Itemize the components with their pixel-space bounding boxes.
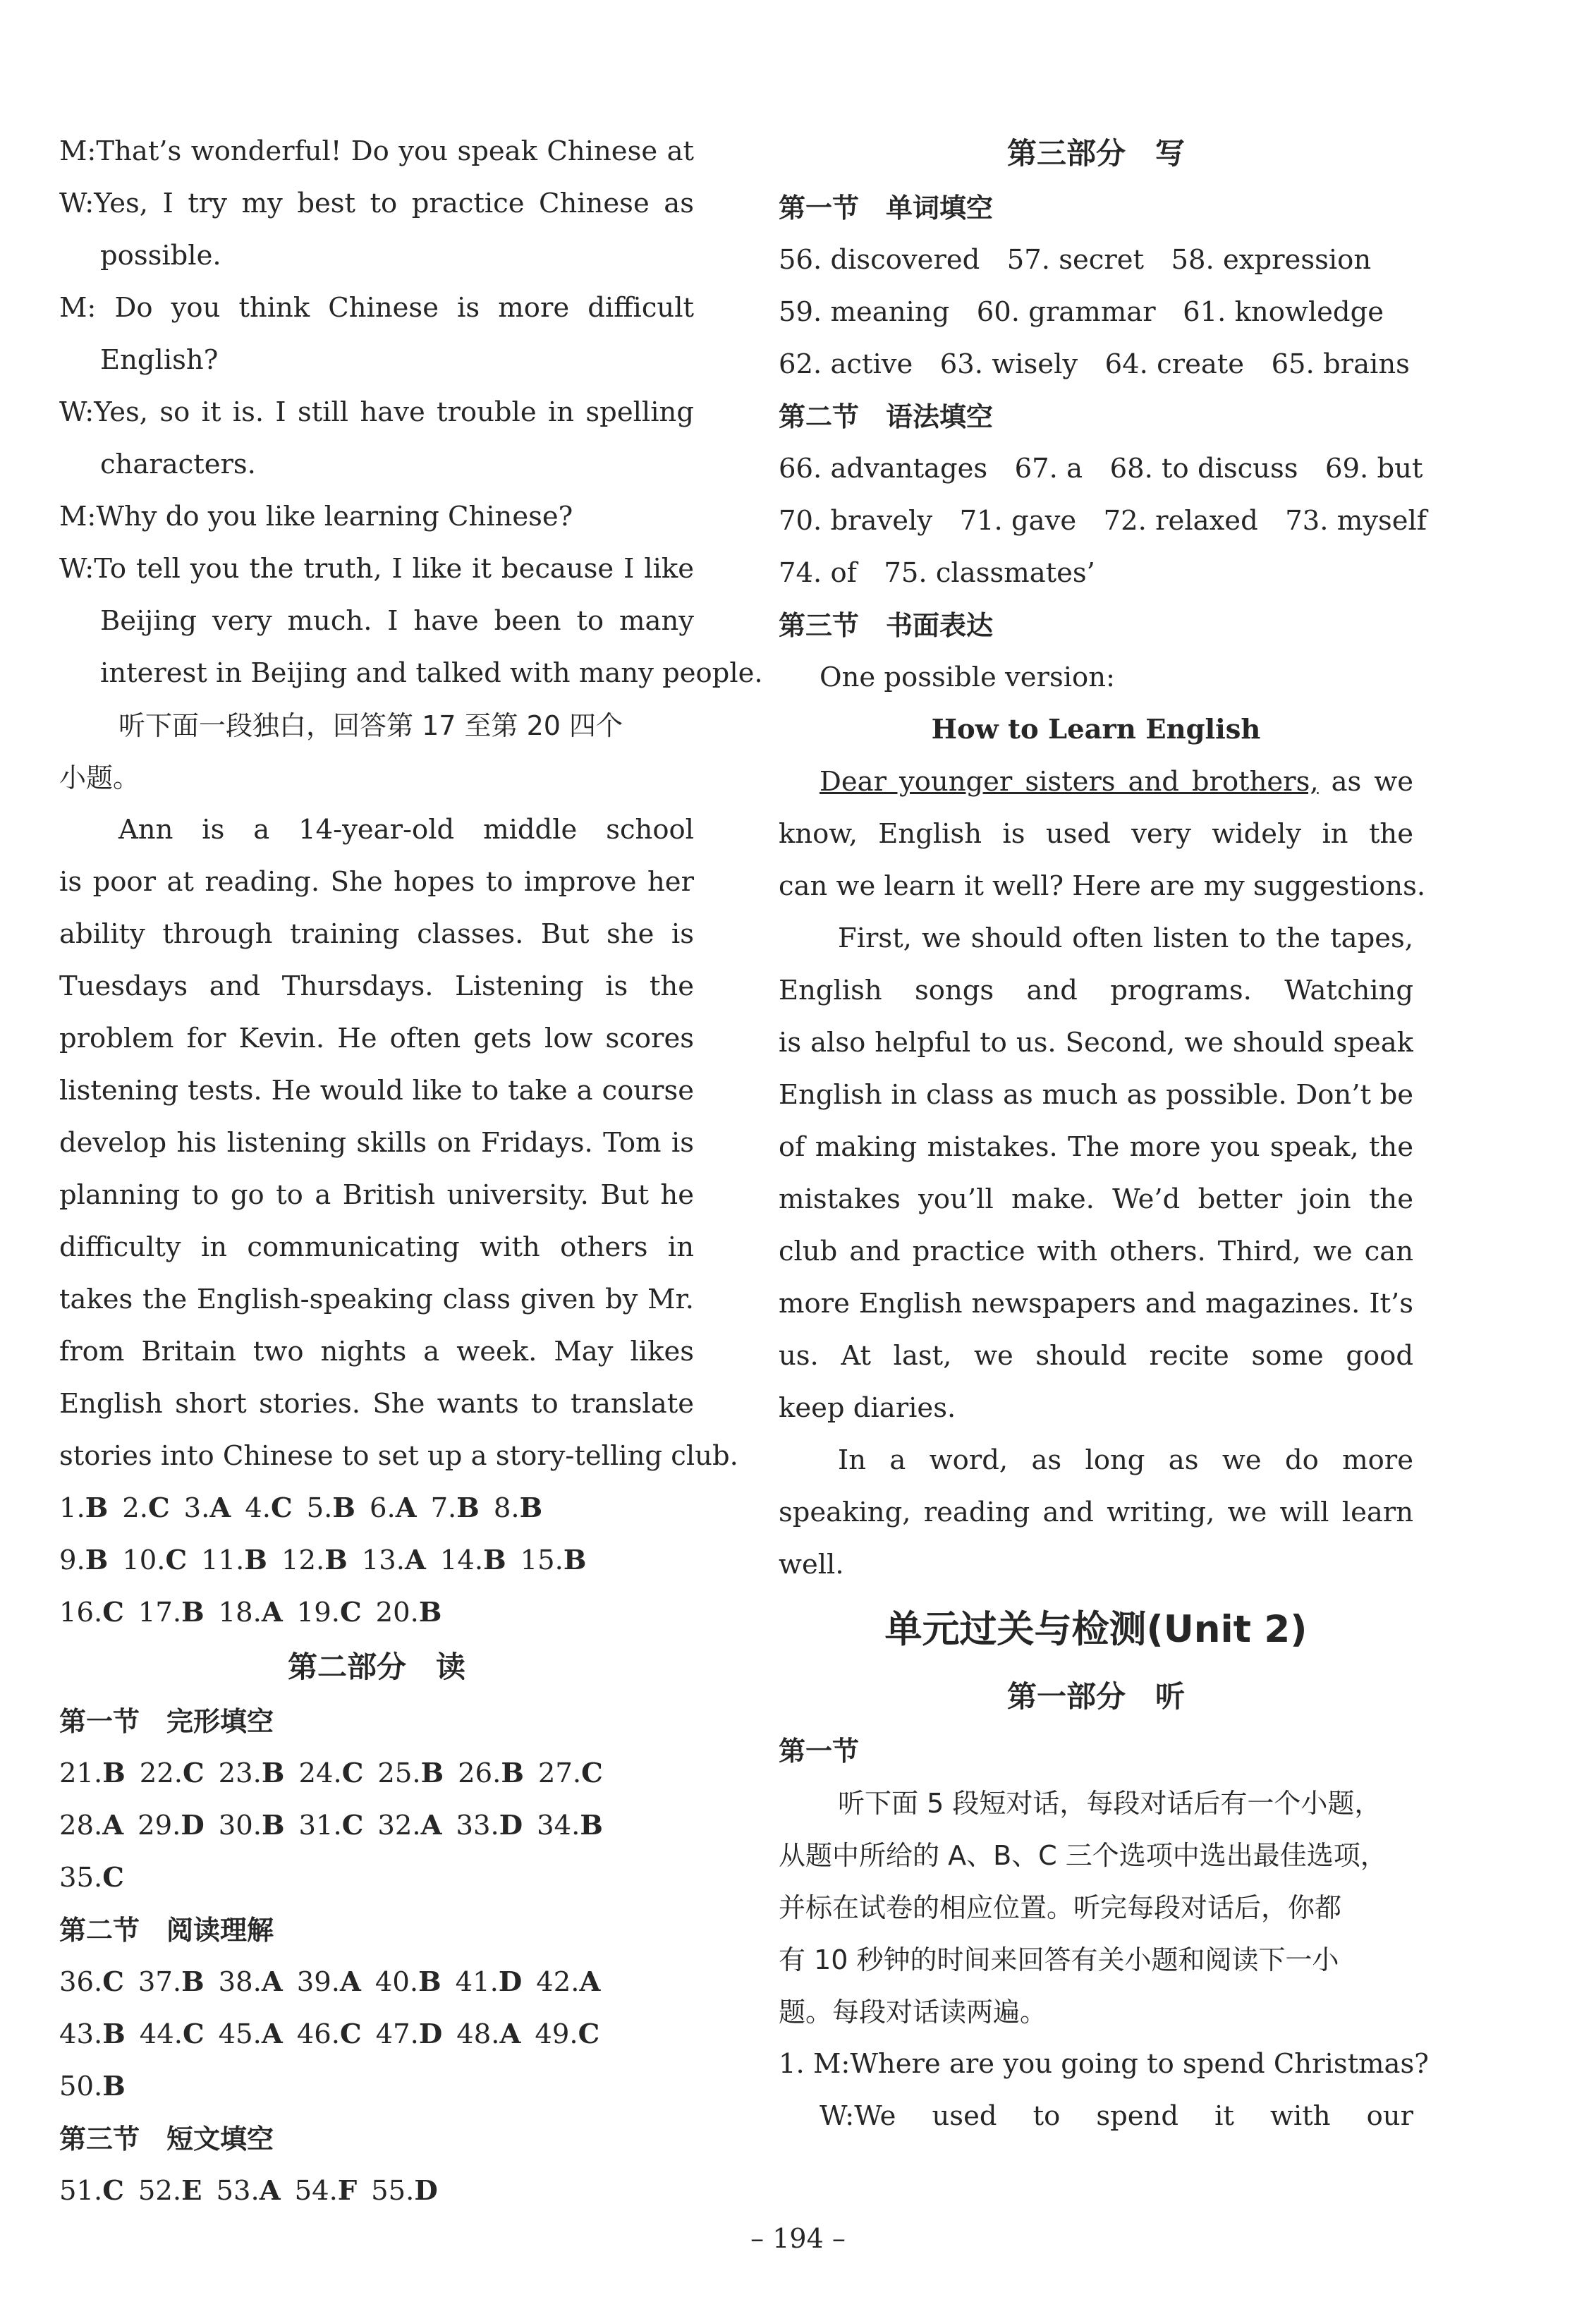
answer-letter: C: [102, 1597, 124, 1628]
answer-item: [298, 1748, 363, 1800]
answer-number: 5.: [306, 1492, 333, 1524]
answer-item: [59, 1482, 108, 1535]
answer-number: 16.: [59, 1597, 103, 1628]
answer-number: 47.: [375, 2018, 419, 2050]
essay-line: know, English is used very widely in the: [779, 818, 1413, 850]
answer-number: 20.: [375, 1597, 419, 1628]
answer-item: [535, 2009, 599, 2061]
answer-item: [440, 1535, 506, 1587]
answer-item: [138, 2165, 202, 2217]
answer-item: [281, 1535, 348, 1587]
answer-letter: B: [519, 1492, 543, 1524]
essay-line: First, we should often listen to the tapes,: [838, 922, 1413, 954]
answer-item: [297, 1587, 362, 1639]
answer-letter: B: [181, 1966, 205, 1998]
answer-letter: B: [181, 1597, 205, 1628]
instruction-line: 题。每段对话读两遍。: [779, 1997, 1047, 2028]
answer-letter: B: [456, 1492, 480, 1524]
answer-item: [184, 1482, 231, 1535]
answer-number: 26.: [458, 1757, 501, 1789]
answer-item: [122, 1482, 169, 1535]
question-1: [779, 2038, 1429, 2143]
answer-item: [138, 1800, 205, 1852]
section-one-title: 第一节: [779, 1736, 860, 1767]
instruction-line: 并标在试卷的相应位置。听完每段对话后，你都: [779, 1892, 1342, 1923]
answer-item: [140, 1748, 205, 1800]
part-two-title: 第二部分 读: [287, 1650, 465, 1684]
answer-number: 11.: [201, 1544, 245, 1576]
answer-number: 1.: [59, 1492, 85, 1524]
answer-line: 56. discovered 57. secret 58. expression: [779, 244, 1372, 276]
essay-salutation: Dear younger sisters and brothers,: [820, 766, 1319, 798]
essay: [779, 756, 1426, 1591]
answer-number: 24.: [298, 1757, 342, 1789]
answer-row: [59, 1852, 694, 1904]
answer-row: [59, 2061, 694, 2113]
answer-number: 52.: [138, 2175, 182, 2207]
answer-line: 62. active 63. wisely 64. create 65. brains: [779, 348, 1410, 380]
answer-letter: C: [578, 2018, 600, 2050]
answer-letter: C: [341, 1810, 364, 1841]
essay-line: English songs and programs. Watching: [779, 975, 1413, 1006]
essay-title: How to Learn English: [931, 714, 1261, 745]
answer-row: [59, 1748, 694, 1800]
answer-letter: B: [85, 1492, 109, 1524]
answer-item: [307, 1482, 355, 1535]
answer-letter: C: [581, 1757, 603, 1789]
answer-row: [59, 1587, 694, 1639]
answer-number: 15.: [520, 1544, 564, 1576]
monologue-line: listening tests. He would like to take a course: [59, 1075, 694, 1107]
answer-item: [59, 2165, 124, 2217]
answer-letter: C: [183, 1757, 205, 1789]
answer-number: 19.: [296, 1597, 341, 1628]
monologue-line: from Britain two nights a week. May likes: [59, 1336, 694, 1367]
answer-letter: C: [102, 2175, 124, 2207]
monologue-text: [59, 804, 738, 1482]
dialog-line: M: Do you think Chinese is more difficult: [59, 292, 694, 324]
answer-item: [297, 1956, 361, 2009]
answer-letter: B: [102, 2071, 126, 2102]
answer-row: [59, 1800, 694, 1852]
answer-letter: C: [165, 1544, 188, 1576]
cloze-answers: [59, 1748, 694, 1904]
answer-number: 23.: [218, 1757, 262, 1789]
answer-letter: A: [395, 1492, 417, 1524]
answer-letter: B: [261, 1757, 285, 1789]
answer-letter: B: [563, 1544, 587, 1576]
essay-line: English in class as much as possible. Don’t be: [779, 1079, 1413, 1111]
answer-letter: A: [420, 1810, 442, 1841]
instruction-line: 听下面 5 段短对话，每段对话后有一个小题，: [838, 1788, 1382, 1819]
dialog-line: characters.: [100, 449, 256, 480]
answer-item: [140, 2009, 205, 2061]
answer-item: [59, 1956, 124, 2009]
answer-number: 18.: [218, 1597, 262, 1628]
answer-number: 30.: [218, 1810, 262, 1841]
word-fill-answers: [779, 234, 1413, 391]
answer-item: [538, 1748, 603, 1800]
instruction-line: 从题中所给的 A、B、C 三个选项中选出最佳选项，: [779, 1840, 1387, 1871]
right-column: [779, 126, 1429, 2143]
listening-answers: [59, 1482, 694, 1639]
answer-number: 28.: [59, 1810, 103, 1841]
answer-number: 12.: [281, 1544, 325, 1576]
answer-line: 66. advantages 67. a 68. to discuss 69. but: [779, 453, 1423, 485]
dialog-line: English?: [100, 344, 219, 376]
answer-letter: B: [420, 1757, 444, 1789]
answer-number: 25.: [377, 1757, 421, 1789]
left-column: [59, 126, 763, 2217]
section-reading-title: 第二节 阅读理解: [59, 1915, 274, 1946]
answer-line: 74. of 75. classmates’: [779, 557, 1095, 589]
answer-letter: A: [261, 1597, 283, 1628]
answer-item: [456, 1800, 523, 1852]
answer-number: 36.: [59, 1966, 103, 1998]
version-label: One possible version:: [820, 662, 1115, 693]
answer-number: 21.: [59, 1757, 103, 1789]
page-number: – 194 –: [750, 2223, 846, 2254]
answer-number: 10.: [122, 1544, 166, 1576]
answer-letter: C: [102, 1966, 124, 1998]
reading-answers: [59, 1956, 694, 2113]
answer-number: 42.: [536, 1966, 580, 1998]
essay-line: can we learn it well? Here are my suggestions.: [779, 870, 1426, 902]
answer-line: 59. meaning 60. grammar 61. knowledge: [779, 296, 1384, 328]
dialog-line: W:Yes, so it is. I still have trouble in spelling: [59, 396, 694, 428]
section-passage-fill-title: 第三节 短文填空: [59, 2124, 274, 2155]
answer-row: [59, 1956, 694, 2009]
essay-line: speaking, reading and writing, we will learn: [779, 1497, 1413, 1528]
monologue-line: takes the English-speaking class given by Mr.: [59, 1284, 694, 1315]
part-one-title: 第一部分 听: [1006, 1679, 1185, 1714]
answer-letter: B: [324, 1544, 348, 1576]
answer-letter: D: [414, 2175, 438, 2207]
answer-letter: F: [337, 2175, 358, 2207]
instruction-line: 有 10 秒钟的时间来回答有关小题和阅读下一小: [779, 1944, 1339, 1975]
monologue-line: English short stories. She wants to translate: [59, 1388, 694, 1420]
answer-number: 50.: [59, 2071, 103, 2102]
answer-item: [520, 1535, 587, 1587]
dialog: [59, 126, 763, 700]
answer-letter: D: [181, 1810, 205, 1841]
answer-item: [122, 1535, 187, 1587]
answer-item: [59, 1587, 124, 1639]
dialog-line: M:Why do you like learning Chinese?: [59, 501, 573, 532]
answer-row: [59, 2165, 694, 2217]
unit-title: 单元过关与检测(Unit 2): [884, 1608, 1308, 1651]
monologue-line: planning to go to a British university. But he: [59, 1179, 694, 1211]
question-line: W:We used to spend it with our: [820, 2100, 1413, 2132]
answer-line: 70. bravely 71. gave 72. relaxed 73. myself: [779, 505, 1427, 537]
answer-number: 43.: [59, 2018, 103, 2050]
answer-letter: A: [340, 1966, 361, 1998]
answer-row: [59, 2009, 694, 2061]
dialog-line: Beijing very much. I have been to many: [100, 605, 694, 637]
answer-number: 48.: [456, 2018, 500, 2050]
answer-item: [376, 1587, 442, 1639]
answer-item: [536, 1956, 600, 2009]
answer-number: 38.: [218, 1966, 262, 1998]
answer-item: [456, 2009, 520, 2061]
essay-line: well.: [779, 1549, 844, 1580]
answer-row: [59, 1482, 694, 1535]
answer-number: 17.: [138, 1597, 182, 1628]
answer-number: 49.: [535, 2018, 578, 2050]
essay-line: [779, 756, 1413, 808]
answer-item: [219, 1956, 283, 2009]
monologue-line: problem for Kevin. He often gets low scores: [59, 1023, 694, 1054]
essay-line: is also helpful to us. Second, we should speak: [779, 1027, 1413, 1059]
essay-line: keep diaries.: [779, 1392, 956, 1424]
answer-number: 51.: [59, 2175, 103, 2207]
answer-item: [59, 2009, 126, 2061]
answer-letter: B: [501, 1757, 524, 1789]
part-three-title: 第三部分 写: [1006, 136, 1185, 171]
answer-number: 9.: [59, 1544, 85, 1576]
dialog-line: possible.: [100, 240, 221, 272]
answer-letter: C: [183, 2018, 205, 2050]
answer-letter: D: [418, 2018, 443, 2050]
answer-letter: A: [261, 2018, 283, 2050]
answer-item: [431, 1482, 480, 1535]
answer-letter: C: [341, 1757, 364, 1789]
answer-item: [297, 2009, 362, 2061]
answer-letter: C: [271, 1492, 293, 1524]
answer-letter: B: [85, 1544, 109, 1576]
answer-item: [59, 1852, 124, 1904]
answer-item: [299, 1800, 364, 1852]
answer-item: [494, 1482, 542, 1535]
answer-letter: B: [580, 1810, 603, 1841]
answer-item: [371, 2165, 438, 2217]
answer-item: [138, 1956, 205, 2009]
answer-number: 27.: [537, 1757, 582, 1789]
answer-item: [59, 2061, 126, 2113]
essay-line: club and practice with others. Third, we can: [779, 1236, 1413, 1267]
answer-number: 34.: [537, 1810, 580, 1841]
dialog-line: W:To tell you the truth, I like it because I like: [59, 553, 694, 585]
answer-letter: A: [404, 1544, 426, 1576]
answer-letter: B: [244, 1544, 267, 1576]
answer-letter: B: [418, 1966, 441, 1998]
answer-letter: A: [499, 2018, 521, 2050]
answer-number: 41.: [455, 1966, 499, 1998]
monologue-line: Ann is a 14-year-old middle school: [118, 814, 694, 846]
answer-letter: B: [418, 1597, 442, 1628]
answer-letter: C: [340, 2018, 362, 2050]
answer-item: [377, 1748, 444, 1800]
answer-item: [219, 1748, 285, 1800]
answer-item: [370, 1482, 417, 1535]
section-grammar-fill-title: 第二节 语法填空: [779, 401, 994, 432]
answer-letter: A: [209, 1492, 231, 1524]
question-line: 1. M:Where are you going to spend Christmas?: [779, 2048, 1429, 2080]
answer-number: 31.: [298, 1810, 342, 1841]
answer-number: 6.: [369, 1492, 396, 1524]
essay-line: of making mistakes. The more you speak, the: [779, 1131, 1413, 1163]
answer-letter: C: [102, 1862, 124, 1894]
answer-letter: A: [259, 2175, 281, 2207]
essay-line: In a word, as long as we do more: [838, 1444, 1413, 1476]
answer-number: 44.: [139, 2018, 183, 2050]
dialog-line: interest in Beijing and talked with many people.: [100, 657, 763, 689]
answer-number: 22.: [139, 1757, 183, 1789]
answer-item: [377, 1800, 441, 1852]
monologue-instruction: [59, 700, 694, 804]
answer-number: 3.: [183, 1492, 210, 1524]
answer-number: 29.: [138, 1810, 181, 1841]
instruction-line: 小题。: [59, 762, 140, 793]
section-writing-title: 第三节 书面表达: [779, 610, 994, 641]
answer-letter: B: [102, 2018, 126, 2050]
essay-line: more English newspapers and magazines. It’s: [779, 1288, 1413, 1320]
answer-item: [456, 1956, 523, 2009]
instruction-line: 听下面一段独白，回答第 17 至第 20 四个: [118, 710, 623, 741]
answer-number: 45.: [218, 2018, 262, 2050]
monologue-line: ability through training classes. But she is: [59, 918, 694, 950]
answer-item: [201, 1535, 267, 1587]
dialog-line: W:Yes, I try my best to practice Chinese as: [59, 188, 694, 219]
answer-item: [375, 1956, 441, 2009]
answer-letter: C: [340, 1597, 362, 1628]
answer-item: [216, 2165, 280, 2217]
answer-letter: B: [102, 1757, 126, 1789]
grammar-fill-answers: [779, 443, 1427, 599]
answer-item: [295, 2165, 358, 2217]
answer-letter: A: [102, 1810, 124, 1841]
answer-number: 40.: [374, 1966, 419, 1998]
answer-letter: B: [483, 1544, 506, 1576]
answer-number: 4.: [245, 1492, 272, 1524]
answer-number: 37.: [138, 1966, 182, 1998]
essay-line: us. At last, we should recite some good: [779, 1340, 1413, 1372]
answer-number: 33.: [456, 1810, 499, 1841]
answer-item: [59, 1535, 108, 1587]
listening-instruction: [779, 1777, 1413, 2038]
monologue-line: is poor at reading. She hopes to improve her: [59, 866, 694, 898]
answer-item: [219, 1800, 285, 1852]
answer-item: [219, 2009, 283, 2061]
monologue-line: Tuesdays and Thursdays. Listening is the: [59, 970, 694, 1002]
answer-number: 53.: [216, 2175, 260, 2207]
answer-number: 13.: [361, 1544, 405, 1576]
answer-number: 14.: [439, 1544, 484, 1576]
answer-number: 54.: [294, 2175, 338, 2207]
monologue-line: difficulty in communicating with others in: [59, 1231, 694, 1263]
answer-number: 32.: [377, 1810, 421, 1841]
answer-letter: B: [332, 1492, 355, 1524]
answer-letter: B: [261, 1810, 285, 1841]
answer-item: [376, 2009, 443, 2061]
answer-item: [59, 1748, 126, 1800]
answer-item: [458, 1748, 524, 1800]
essay-line-rest: as we: [1331, 766, 1413, 798]
answer-letter: C: [148, 1492, 170, 1524]
answer-letter: D: [498, 1966, 523, 1998]
answer-item: [219, 1587, 283, 1639]
answer-number: 46.: [296, 2018, 341, 2050]
dialog-line: M:That’s wonderful! Do you speak Chinese at: [59, 135, 694, 167]
answer-item: [245, 1482, 292, 1535]
answer-number: 7.: [430, 1492, 457, 1524]
section-word-fill-title: 第一节 单词填空: [779, 193, 994, 224]
answer-letter: A: [261, 1966, 283, 1998]
answer-item: [537, 1800, 603, 1852]
monologue-line: develop his listening skills on Fridays. Tom is: [59, 1127, 694, 1159]
answer-item: [138, 1587, 205, 1639]
monologue-line: stories into Chinese to set up a story-telling club.: [59, 1440, 738, 1472]
answer-item: [362, 1535, 426, 1587]
answer-number: 35.: [59, 1862, 103, 1894]
answer-letter: A: [579, 1966, 601, 1998]
answer-number: 55.: [371, 2175, 415, 2207]
essay-line: mistakes you’ll make. We’d better join the: [779, 1183, 1413, 1215]
answer-item: [59, 1800, 123, 1852]
answer-number: 39.: [296, 1966, 341, 1998]
section-cloze-title: 第一节 完形填空: [59, 1706, 274, 1737]
answer-letter: E: [181, 2175, 202, 2207]
answer-row: [59, 1535, 694, 1587]
answer-number: 8.: [493, 1492, 520, 1524]
passage-fill-answers: [59, 2165, 694, 2217]
answer-letter: D: [499, 1810, 523, 1841]
answer-number: 2.: [122, 1492, 149, 1524]
